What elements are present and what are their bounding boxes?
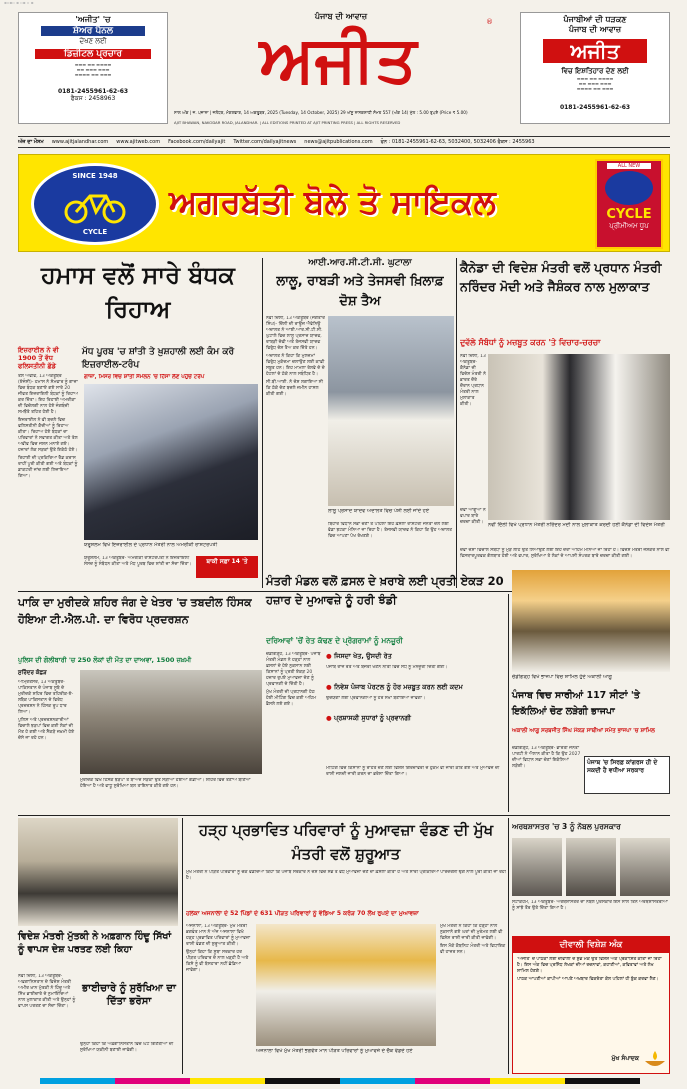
irctc-headline: ਲਾਲੂ, ਰਾਬੜੀ ਅਤੇ ਤੇਜਸਵੀ ਖ਼ਿਲਾਫ਼ ਦੋਸ਼ ਤੈਅ — [276, 274, 444, 309]
canada-body-col1: ਨਵੀਂ ਦਿੱਲੀ, 13 ਅਕਤੂਬਰ- ਕੈਨੇਡਾ ਦੀ ਵਿਦੇਸ਼ ਮੰਤਰੀ ਨੇ ਭਾਰਤ ਦੌਰੇ ਦੌਰਾਨ ਪ੍ਰਧਾਨ ਮੰਤਰੀ ਨਾਲ ਮੁਲਾਕਾਤ ਕੀਤੀ। — [460, 354, 486, 407]
canada-subhead: ਦੁਵੱਲੇ ਸੰਬੰਧਾਂ ਨੂੰ ਮਜ਼ਬੂਤ ਕਰਨ 'ਤੇ ਵਿਚਾਰ-ਚਰਚਾ — [460, 338, 601, 347]
hamas-headline: ਹਮਾਸ ਵਲੋਂ ਸਾਰੇ ਬੰਧਕ ਰਿਹਾਅ — [41, 261, 235, 323]
crops-body-col2: ਮੀਟਿੰਗ ਵਿਚ ਕਿਸਾਨਾਂ ਨੂੰ ਰਾਹਤ ਦੇਣ ਲਈ ਵਿਸ਼ੇਸ਼ ਗਿਰਦਾਵਰੀ ਦੇ ਹੁਕਮ ਵੀ ਜਾਰੀ ਕੀਤੇ ਗਏ ਅਤੇ ਮੁਆਵਜ਼ੇ ਦੀ ਰਾਸ਼ੀ ਜਲਦੀ ਜਾਰੀ ਕਰਨ ਦਾ ਭਰੋਸਾ ਦਿੱਤਾ ਗਿਆ। — [326, 766, 500, 777]
weather-label: ਅੱਜ ਦਾ ਮੌਸਮ — [18, 139, 44, 145]
minister-quote: ਭਾਈਚਾਰੇ ਨੂੰ ਸੁਰੱਖਿਆ ਦਾ ਦਿੱਤਾ ਭਰੋਸਾ — [82, 983, 176, 1007]
story-hamas — [18, 258, 258, 588]
masthead — [18, 12, 670, 136]
irctc-caption: ਲਾਲੂ ਪ੍ਰਸਾਦ ਯਾਦਵ ਅਦਾਲਤ ਵਿਚ ਪੇਸ਼ੀ ਲਈ ਜਾਂਦੇ ਹੋਏ — [328, 508, 430, 514]
product-box-emblem — [605, 171, 653, 205]
story-bjp — [512, 570, 670, 812]
crops-bullets — [326, 652, 506, 762]
hamas-red-line: ਗਾਜ਼ਾ, ਮਿਸਰ ਵਿਚ ਸ਼ਾਂਤੀ ਸੰਮੇਲਨ 'ਚ ਹਿੱਸਾ ਲੈਣ ਪਹੁੰਚੇ ਟਰੰਪ — [84, 374, 205, 380]
left-box-fineprint: ▬▬▬ ▬▬ ▬▬▬▬ ▬▬ ▬▬▬ ▬▬▬ ▬▬▬▬ ▬▬ ▬▬▬ — [74, 62, 112, 77]
story-canada — [460, 258, 670, 588]
nobel-photo-1 — [512, 838, 562, 896]
compensation-photo — [256, 924, 436, 1046]
story-compensation — [186, 818, 506, 1074]
hamas-photo-caption: ਯਰੂਸ਼ਲਮ ਵਿਖੇ ਇਜ਼ਰਾਈਲ ਦੇ ਪ੍ਰਧਾਨ ਮੰਤਰੀ ਨਾਲ ਅਮਰੀਕੀ ਰਾਸ਼ਟਰਪਤੀ — [84, 542, 218, 548]
bicycle-icon — [62, 188, 128, 224]
right-box-line3: ਵਿਚ ਇਸ਼ਤਿਹਾਰ ਦੇਣ ਲਈ — [561, 67, 629, 75]
trump-netanyahu-photo — [84, 384, 258, 540]
masthead-right-box — [520, 12, 670, 124]
bjp-headline: ਪੰਜਾਬ ਵਿਚ ਸਾਰੀਆਂ 117 ਸੀਟਾਂ 'ਤੇ ਇਕੱਲਿਆਂ ਚੋਣ ਲੜੇਗੀ ਭਾਜਪਾ — [512, 690, 640, 717]
color-calibration-bar — [40, 1078, 640, 1084]
contact-phone: ਫੋਨ : 0181-2455961-62-63, 5032400, 5032406 ਫੈਕਸ : 2455963 — [380, 139, 535, 145]
nobel-body: ਸਟਾਕਹੋਮ, 13 ਅਕਤੂਬਰ- ਅਰਥਸ਼ਾਸਤਰ ਦਾ ਨੋਬਲ ਪੁਰਸਕਾਰ ਇਸ ਸਾਲ ਤਿੰਨ ਅਰਥਸ਼ਾਸਤਰੀਆਂ ਨੂੰ ਸਾਂਝੇ ਤੌਰ ਉਤੇ ਦਿੱਤਾ ਗਿਆ ਹੈ। — [512, 900, 668, 911]
facebook-link[interactable]: Facebook.com/dailyajit — [168, 139, 226, 145]
hamas-continued-tag: ਬਾਕੀ ਸਫ਼ਾ 14 'ਤੇ — [196, 556, 258, 578]
diwali-headline: ਦੀਵਾਲੀ ਵਿਸ਼ੇਸ਼ ਅੰਕ — [513, 937, 669, 953]
registered-mark: ® — [486, 18, 493, 26]
masthead-logo: ਅਜੀਤ — [259, 22, 417, 97]
left-box-line2: ਸ਼ੇਅਰ ਪੈਨਲ — [41, 26, 145, 36]
website-link[interactable]: www.ajitjalandhar.com — [51, 139, 109, 145]
crops-body-col1: ਚੰਡੀਗੜ੍ਹ, 13 ਅਕਤੂਬਰ- ਪੰਜਾਬ ਮੰਤਰੀ ਮੰਡਲ ਨੇ ਹੜ੍ਹਾਂ ਨਾਲ ਫ਼ਸਲਾਂ ਦੇ ਹੋਏ ਨੁਕਸਾਨ ਲਈ ਕਿਸਾਨਾਂ ਨੂੰ ਪ੍ਰਤੀ ਏਕੜ 20 ਹਜ਼ਾਰ ਰੁਪਏ ਮੁਆਵਜ਼ਾ ਦੇਣ ਨੂੰ ਪ੍ਰਵਾਨਗੀ ਦੇ ਦਿੱਤੀ ਹੈ। ਮੁੱਖ ਮੰਤਰੀ ਦੀ ਪ੍ਰਧਾਨਗੀ ਹੇਠ ਹੋਈ ਮੀਟਿੰਗ ਵਿਚ ਕਈ ਅਹਿਮ ਫ਼ੈਸਲੇ ਲਏ ਗਏ। — [266, 652, 321, 707]
modi-meeting-photo — [488, 354, 670, 520]
badge-top: SINCE 1948 — [72, 172, 118, 180]
compensation-body-col2: ਮੁੱਖ ਮੰਤਰੀ ਨੇ ਕਿਹਾ ਕਿ ਹੜ੍ਹਾਂ ਨਾਲ ਨੁਕਸਾਨੇ ਗਏ ਘਰਾਂ ਦੀ ਮੁਰੰਮਤ ਲਈ ਵੀ ਵਿਸ਼ੇਸ਼ ਰਾਸ਼ੀ ਜਾਰੀ ਕੀਤੀ ਜਾਵੇਗੀ। ਇਸ ਮੌਕੇ ਕੈਬਨਿਟ ਮੰਤਰੀ ਅਤੇ ਵਿਧਾਇਕ ਵੀ ਹਾਜ਼ਰ ਸਨ। — [440, 924, 506, 955]
muridke-clash-photo — [80, 670, 262, 774]
pakistan-subhead: ਪੁਲਿਸ ਦੀ ਗੋਲੀਬਾਰੀ 'ਚ 250 ਲੋਕਾਂ ਦੀ ਮੌਤ ਦਾ ਦਾਅਵਾ, 1500 ਜ਼ਖ਼ਮੀ — [18, 656, 192, 664]
compensation-intro: ਮੁੱਖ ਮੰਤਰੀ ਨੇ ਪੀੜਤ ਪਰਿਵਾਰਾਂ ਨੂੰ ਚੈੱਕ ਵੰਡਦਿਆਂ ਕਿਹਾ ਕਿ ਪੰਜਾਬ ਸਰਕਾਰ ਨੇ ਦੇਸ਼ ਵਿਚ ਸਭ ਤੋਂ ਵੱਧ ਮੁਆਵਜ਼ਾ ਦੇਣ ਦਾ ਫ਼ੈਸਲਾ ਕੀਤਾ ਹੈ ਅਤੇ ਸਾਰੀ ਪ੍ਰਕਿਰਿਆ ਪਾਰਦਰਸ਼ੀ ਢੰਗ ਨਾਲ ਪੂਰੀ ਕੀਤੀ ਜਾ ਰਹੀ ਹੈ। — [186, 870, 506, 881]
left-box-line1: 'ਅਜੀਤ' 'ਚ — [75, 15, 111, 24]
email-link[interactable]: news@ajitpublications.com — [304, 139, 373, 145]
canada-caption: ਨਵੀਂ ਦਿੱਲੀ ਵਿਖੇ ਪ੍ਰਧਾਨ ਮੰਤਰੀ ਨਰਿੰਦਰ ਮੋਦੀ ਨਾਲ ਮੁਲਾਕਾਤ ਕਰਦੀ ਹੋਈ ਕੈਨੇਡਾ ਦੀ ਵਿਦੇਸ਼ ਮੰਤਰੀ — [488, 522, 665, 528]
diwali-body: 'ਅਜੀਤ' ਦੇ ਪਾਠਕਾਂ ਲਈ ਦੀਵਾਲੀ ਦੇ ਸ਼ੁਭ ਮੌਕੇ ਉਤੇ ਵਿਸ਼ੇਸ਼ ਅੰਕ ਪ੍ਰਕਾਸ਼ਿਤ ਕੀਤਾ ਜਾ ਰਿਹਾ ਹੈ। ਇਸ ਅੰਕ ਵਿਚ ਪ੍ਰਸਿੱਧ ਲੇਖਕਾਂ ਦੀਆਂ ਰਚਨਾਵਾਂ, ਕਹਾਣੀਆਂ, ਕਵਿਤਾਵਾਂ ਅਤੇ ਲੇਖ ਸ਼ਾਮਿਲ ਹੋਣਗੇ। ਪਾਠਕ ਆਪਣੀਆਂ ਕਾਪੀਆਂ ਆਪਣੇ ਅਖ਼ਬਾਰ ਵਿਕਰੇਤਾ ਕੋਲ ਪਹਿਲਾਂ ਹੀ ਬੁੱਕ ਕਰਵਾ ਲੈਣ। — [517, 957, 662, 982]
nobel-headline: ਅਰਥਸ਼ਾਸਤਰ 'ਚ 3 ਨੂੰ ਨੋਬਲ ਪੁਰਸਕਾਰ — [512, 822, 621, 831]
pakistan-byline: ਸੁਰਿੰਦਰ ਕੋਛੜ — [18, 670, 47, 676]
left-box-line3: ਦੇਖਣ ਲਈ — [79, 37, 107, 45]
hamas-kicker: ਮੱਧ ਪੂਰਬ 'ਚ ਸ਼ਾਂਤੀ ਤੇ ਖ਼ੁਸ਼ਹਾਲੀ ਲਈ ਕੰਮ ਕਰੋ ਇਜ਼ਰਾਈਲ-ਟਰੰਪ — [82, 347, 235, 370]
hamas-subhead: ਇਜ਼ਰਾਈਲ ਨੇ ਵੀ 1900 ਤੋਂ ਵੱਧ ਫਲਿਸਤੀਨੀ ਛੱਡੇ — [18, 346, 59, 370]
right-box-line2: ਪੰਜਾਬ ਦੀ ਆਵਾਜ਼ — [568, 25, 622, 34]
right-box-logo: ਅਜੀਤ — [543, 39, 647, 63]
minister-body-col1: ਨਵੀਂ ਦਿੱਲੀ, 13 ਅਕਤੂਬਰ- ਅਫ਼ਗਾਨਿਸਤਾਨ ਦੇ ਵਿਦੇਸ਼ ਮੰਤਰੀ ਅਮੀਰ ਖ਼ਾਨ ਮੁੱਤਕੀ ਨੇ ਹਿੰਦੂ ਅਤੇ ਸਿੱਖ ਭਾਈਚਾਰੇ ਦੇ ਨੁਮਾਇੰਦਿਆਂ ਨਾਲ ਮੁਲਾਕਾਤ ਕੀਤੀ ਅਤੇ ਉਨ੍ਹਾਂ ਨੂੰ ਵਾਪਸ ਪਰਤਣ ਦਾ ਸੱਦਾ ਦਿੱਤਾ। — [18, 974, 76, 1009]
column-rule — [262, 258, 263, 588]
crops-bullet: ● ਨਿਵੇਸ਼ ਪੰਜਾਬ ਪੋਰਟਲ ਨੂੰ ਹੋਰ ਮਜ਼ਬੂਤ ਕਰਨ ਲਈ ਕਦਮ — [326, 683, 463, 691]
diwali-special-box — [512, 936, 670, 1074]
cycle-ad-banner[interactable] — [18, 154, 670, 252]
left-box-badge: ਡਿਜ਼ੀਟਲ ਪ੍ਰਚਾਰ — [35, 49, 151, 59]
bjp-caption: ਚੰਡੀਗੜ੍ਹ ਵਿਖੇ ਭਾਜਪਾ ਵਿਚ ਸ਼ਾਮਿਲ ਹੁੰਦੇ ਅਕਾਲੀ ਆਗੂ — [512, 674, 612, 680]
column-rule — [182, 818, 183, 1074]
story-nobel — [512, 818, 670, 932]
masthead-left-box — [18, 12, 168, 124]
left-box-fax: ਫੈਕਸ : 2458963 — [70, 95, 116, 102]
ad-slogan: ਅਗਰਬੱਤੀ ਬੋਲੇ ਤੋ ਸਾਇਕਲ — [169, 182, 496, 221]
compensation-headline: ਹੜ੍ਹ ਪ੍ਰਭਾਵਿਤ ਪਰਿਵਾਰਾਂ ਨੂੰ ਮੁਆਵਜ਼ਾ ਵੰਡਣ ਦੀ ਮੁੱਖ ਮੰਤਰੀ ਵਲੋਂ ਸ਼ੁਰੂਆਤ — [198, 821, 494, 863]
address-line: AJIT BHAWAN, NAKODAR ROAD, JALANDHAR. | ALL EDITIONS PRINTED AT AJIT PRINTING PRESS | ALL RIGHTS RESERVED — [174, 120, 401, 125]
canada-body-col2: ਦੋਵਾਂ ਆਗੂਆਂ ਨੇ ਵਪਾਰ ਬਾਰੇ ਚਰਚਾ ਕੀਤੀ। — [460, 508, 486, 525]
pakistan-headline: ਪਾਕਿ ਦਾ ਮੁਰੀਦਕੇ ਸ਼ਹਿਰ ਜੰਗ ਦੇ ਖੇਤਰ 'ਚ ਤਬਦੀਲ ਹਿੰਸਕ ਹੋਇਆ ਟੀ.ਐਲ.ਪੀ. ਦਾ ਵਿਰੋਧ ਪ੍ਰਦਰਸ਼ਨ — [18, 596, 252, 626]
row-rule — [18, 815, 670, 816]
product-sub: ਪ੍ਰੀਮੀਅਮ ਧੂਪ — [609, 222, 649, 230]
crops-bullet: ● ਪ੍ਰਸ਼ਾਸਕੀ ਸੁਧਾਰਾਂ ਨੂੰ ਪ੍ਰਵਾਨਗੀ — [326, 714, 411, 722]
muttaqi-photo — [18, 818, 178, 926]
crops-subhead: ਦਰਿਆਵਾਂ 'ਚੋਂ ਰੇਤ ਕੱਢਣ ਦੇ ਪ੍ਰੋਗਰਾਮਾਂ ਨੂੰ ਮਨਜ਼ੂਰੀ — [266, 636, 403, 645]
pakistan-body-col2: ਮੁਰੀਦਕੇ ਵਿਖੇ ਹਿੰਸਕ ਝੜਪਾਂ ਤੋਂ ਬਾਅਦ ਸੜਕਾਂ ਉਤੇ ਸੜੀਆਂ ਹੋਈਆਂ ਗੱਡੀਆਂ। ਸ਼ਹਿਰ ਵਿਚ ਤਣਾਅ ਬਣਿਆ ਹੋਇਆ ਹੈ ਅਤੇ ਵਾਧੂ ਸੁਰੱਖਿਆ ਬਲ ਤਾਇਨਾਤ ਕੀਤੇ ਗਏ ਹਨ। — [80, 778, 251, 789]
story-minister — [18, 818, 178, 1074]
irctc-kicker: ਆਈ.ਆਰ.ਸੀ.ਟੀ.ਸੀ. ਘੁਟਾਲਾ — [308, 258, 412, 268]
column-rule — [508, 594, 509, 812]
nobel-photo-2 — [566, 838, 616, 896]
cycle-logo-badge — [31, 163, 159, 245]
story-pakistan — [18, 594, 262, 812]
irctc-body-col2: ਬਿਹਾਰ ਵਿਧਾਨ ਸਭਾ ਚੋਣਾਂ ਤੋਂ ਪਹਿਲਾਂ ਇਹ ਫ਼ੈਸਲਾ ਰਾਸ਼ਟਰੀ ਜਨਤਾ ਦਲ ਲਈ ਵੱਡਾ ਝਟਕਾ ਮੰਨਿਆ ਜਾ ਰਿਹਾ ਹੈ। ਤੇਜਸਵੀ ਯਾਦਵ ਨੇ ਕਿਹਾ ਕਿ ਉਹ ਅਦਾਲਤ ਵਿਚ ਆਪਣਾ ਪੱਖ ਰੱਖਣਗੇ। — [328, 522, 453, 539]
bjp-body-col1: ਚੰਡੀਗੜ੍ਹ, 13 ਅਕਤੂਬਰ- ਭਾਰਤੀ ਜਨਤਾ ਪਾਰਟੀ ਨੇ ਐਲਾਨ ਕੀਤਾ ਹੈ ਕਿ ਉਹ 2027 ਦੀਆਂ ਵਿਧਾਨ ਸਭਾ ਚੋਣਾਂ ਇਕੱਲਿਆਂ ਲੜੇਗੀ। — [512, 746, 581, 769]
compensation-subhead: ਹਲਕਾ ਅਜਨਾਲਾ ਦੇ 52 ਪਿੰਡਾਂ ਦੇ 631 ਪੀੜਤ ਪਰਿਵਾਰਾਂ ਨੂੰ ਵੰਡਿਆ 5 ਕਰੋੜ 70 ਲੱਖ ਰੁਪਏ ਦਾ ਮੁਆਵਜ਼ਾ — [186, 910, 419, 917]
twitter-link[interactable]: Twitter.com/dailyajitnews — [233, 139, 297, 145]
right-box-fineprint: ▬▬▬ ▬▬ ▬▬▬▬ ▬▬ ▬▬▬ ▬▬▬ ▬▬▬▬ ▬▬ ▬▬▬ — [576, 76, 614, 91]
canada-headline: ਕੈਨੇਡਾ ਦੀ ਵਿਦੇਸ਼ ਮੰਤਰੀ ਵਲੋਂ ਪ੍ਰਧਾਨ ਮੰਤਰੀ ਨਰਿੰਦਰ ਮੋਦੀ ਅਤੇ ਜੈਸ਼ੰਕਰ ਨਾਲ ਮੁਲਾਕਾਤ — [460, 260, 662, 294]
masthead-tagline: ਪੰਜਾਬ ਦੀ ਆਵਾਜ਼ — [314, 12, 368, 21]
story-irctc — [266, 258, 454, 588]
canada-body-col3: ਦੋਵਾਂ ਦੇਸ਼ਾਂ ਵਿਚਾਲੇ ਸੰਬੰਧਾਂ ਨੂੰ ਮੁੜ ਲੀਹ ਉਤੇ ਲਿਆਉਣ ਲਈ ਇਹ ਦੌਰਾ ਅਹਿਮ ਮੰਨਿਆ ਜਾ ਰਿਹਾ ਹੈ। ਵਿਦੇਸ਼ ਮੰਤਰੀ ਜੈਸ਼ੰਕਰ ਨਾਲ ਵੀ ਵਿਸਥਾਰਪੂਰਵਕ ਗੱਲਬਾਤ ਹੋਈ ਅਤੇ ਵਪਾਰ, ਸੁਰੱਖਿਆ ਤੇ ਲੋਕਾਂ ਦੇ ਆਪਸੀ ਸੰਪਰਕ ਬਾਰੇ ਚਰਚਾ ਕੀਤੀ ਗਈ। — [460, 548, 670, 559]
hamas-body-col1: ਤੇਲ ਅਵੀਵ, 13 ਅਕਤੂਬਰ (ਏਜੰਸੀ)- ਹਮਾਸ ਨੇ ਸੋਮਵਾਰ ਨੂੰ ਗਾਜ਼ਾ ਵਿਚ ਬੰਧਕ ਬਣਾਏ ਗਏ ਸਾਰੇ 20 ਜੀਵਤ ਇਜ਼ਰਾਇਲੀ ਬੰਧਕਾਂ ਨੂੰ ਰਿਹਾਅ ਕਰ ਦਿੱਤਾ। ਇਹ ਰਿਹਾਈ ਅਮਰੀਕਾ ਦੀ ਵਿਚੋਲਗੀ ਨਾਲ ਹੋਏ ਜੰਗਬੰਦੀ ਸਮਝੌਤੇ ਤਹਿਤ ਹੋਈ ਹੈ। ਇਜ਼ਰਾਈਲ ਨੇ ਵੀ ਬਦਲੇ ਵਿਚ ਫਲਿਸਤੀਨੀ ਕੈਦੀਆਂ ਨੂੰ ਰਿਹਾਅ ਕੀਤਾ। ਰਿਹਾਅ ਹੋਏ ਬੰਧਕਾਂ ਦਾ ਪਰਿਵਾਰਾਂ ਨੇ ਸਵਾਗਤ ਕੀਤਾ ਅਤੇ ਤੇਲ ਅਵੀਵ ਵਿਚ ਜਸ਼ਨ ਮਨਾਏ ਗਏ। ਹਜ਼ਾਰਾਂ ਲੋਕ ਸੜਕਾਂ ਉਤੇ ਇਕੱਠੇ ਹੋਏ। ਰਿਹਾਈ ਦੀ ਪ੍ਰਕਿਰਿਆ ਰੈੱਡ ਕਰਾਸ ਰਾਹੀਂ ਪੂਰੀ ਕੀਤੀ ਗਈ ਅਤੇ ਬੰਧਕਾਂ ਨੂੰ ਡਾਕਟਰੀ ਜਾਂਚ ਲਈ ਲਿਜਾਇਆ ਗਿਆ। — [18, 374, 78, 479]
diya-icon — [643, 1049, 667, 1069]
minister-headline: ਵਿਦੇਸ਼ ਮੰਤਰੀ ਮੁੱਤਕੀ ਨੇ ਅਫ਼ਗਾਨ ਹਿੰਦੂ ਸਿੱਖਾਂ ਨੂੰ ਵਾਪਸ ਦੇਸ਼ ਪਰਤਣ ਲਈ ਕਿਹਾ — [18, 931, 172, 955]
irctc-body-col1: ਨਵੀਂ ਦਿੱਲੀ, 13 ਅਕਤੂਬਰ (ਜਗਤਾਰ ਸਿੰਘ)- ਦਿੱਲੀ ਦੀ ਰਾਊਜ਼ ਐਵੇਨਿਊ ਅਦਾਲਤ ਨੇ ਆਈ.ਆਰ.ਸੀ.ਟੀ.ਸੀ. ਘੁਟਾਲੇ ਵਿਚ ਲਾਲੂ ਪ੍ਰਸਾਦ ਯਾਦਵ, ਰਾਬੜੀ ਦੇਵੀ ਅਤੇ ਤੇਜਸਵੀ ਯਾਦਵ ਵਿਰੁੱਧ ਦੋਸ਼ ਤੈਅ ਕਰ ਦਿੱਤੇ ਹਨ। ਅਦਾਲਤ ਨੇ ਕਿਹਾ ਕਿ ਮੁਲਜ਼ਮਾਂ ਵਿਰੁੱਧ ਮੁਕੱਦਮਾ ਚਲਾਉਣ ਲਈ ਕਾਫ਼ੀ ਸਬੂਤ ਹਨ। ਇਹ ਮਾਮਲਾ ਰੇਲਵੇ ਦੇ ਦੋ ਹੋਟਲਾਂ ਦੇ ਠੇਕੇ ਨਾਲ ਸਬੰਧਿਤ ਹੈ। ਸੀ.ਬੀ.ਆਈ. ਨੇ ਦੋਸ਼ ਲਗਾਇਆ ਸੀ ਕਿ ਠੇਕੇ ਦੇਣ ਬਦਲੇ ਜ਼ਮੀਨ ਹਾਸਲ ਕੀਤੀ ਗਈ। — [266, 316, 325, 397]
diwali-signoff: ਮੁੱਖ ਸੰਪਾਦਕ — [611, 1055, 639, 1062]
crops-bullet: ● ਜਿਸਦਾ ਖੇਤ, ਉਸਦੀ ਰੇਤ — [326, 652, 392, 660]
compensation-body-col1: ਅਜਨਾਲਾ, 13 ਅਕਤੂਬਰ- ਮੁੱਖ ਮੰਤਰੀ ਭਗਵੰਤ ਮਾਨ ਨੇ ਅੱਜ ਅਜਨਾਲਾ ਵਿਖੇ ਹੜ੍ਹ ਪ੍ਰਭਾਵਿਤ ਪਰਿਵਾਰਾਂ ਨੂੰ ਮੁਆਵਜ਼ਾ ਰਾਸ਼ੀ ਵੰਡਣ ਦੀ ਸ਼ੁਰੂਆਤ ਕੀਤੀ। ਉਨ੍ਹਾਂ ਕਿਹਾ ਕਿ ਸੂਬਾ ਸਰਕਾਰ ਹਰ ਪੀੜਤ ਪਰਿਵਾਰ ਦੇ ਨਾਲ ਖੜ੍ਹੀ ਹੈ ਅਤੇ ਕਿਸੇ ਨੂੰ ਵੀ ਬੇਸਹਾਰਾ ਨਹੀਂ ਛੱਡਿਆ ਜਾਵੇਗਾ। — [186, 924, 251, 973]
column-rule — [508, 818, 509, 1074]
crops-headline: ਮੰਤਰੀ ਮੰਡਲ ਵਲੋਂ ਫ਼ਸਲ ਦੇ ਖ਼ਰਾਬੇ ਲਈ ਪ੍ਰਤੀ ਏਕੜ 20 ਹਜ਼ਾਰ ਦੇ ਮੁਆਵਜ਼ੇ ਨੂੰ ਹਰੀ ਝੰਡੀ — [266, 574, 504, 607]
right-box-phone: 0181-2455961-62-63 — [559, 104, 631, 111]
badge-bottom: CYCLE — [82, 228, 108, 236]
hamas-body-col2: ਯਰੂਸ਼ਲਮ, 13 ਅਕਤੂਬਰ- ਅਮਰੀਕੀ ਰਾਸ਼ਟਰਪਤੀ ਨੇ ਇਜ਼ਰਾਇਲੀ ਸੰਸਦ ਨੂੰ ਸੰਬੋਧਨ ਕੀਤਾ ਅਤੇ ਮੱਧ ਪੂਰਬ ਵਿਚ ਸ਼ਾਂਤੀ ਦਾ ਸੱਦਾ ਦਿੱਤਾ। — [84, 556, 192, 567]
print-marks: ▪▫▪▫ ▪ ▫▪ ▫ ▪ — [4, 0, 34, 5]
right-box-line1: ਪੰਜਾਬੀਆਂ ਦੀ ਧੜਕਣ — [563, 15, 627, 24]
bjp-sidebox: ਪੰਜਾਬ 'ਚ ਸਿਰਫ਼ ਕਾਂਗਰਸ ਹੀ ਦੇ ਸਕਦੀ ਹੈ ਵਧੀਆ ਸਰਕਾਰ — [584, 756, 670, 794]
column-rule — [456, 258, 457, 588]
bjp-leaders-photo — [512, 570, 670, 672]
crops-bullet-body: ਪੰਜਾਬ ਰਾਜ ਰੇਤ ਅਤੇ ਬੱਜਰੀ ਖਣਨ ਨੀਤੀ ਵਿਚ ਸੋਧ ਨੂੰ ਮਨਜ਼ੂਰੀ ਦਿੱਤੀ ਗਈ। — [326, 665, 448, 670]
compensation-caption: ਅਜਨਾਲਾ ਵਿਖੇ ਮੁੱਖ ਮੰਤਰੀ ਭਗਵੰਤ ਮਾਨ ਪੀੜਤ ਪਰਿਵਾਰਾਂ ਨੂੰ ਮੁਆਵਜ਼ੇ ਦੇ ਚੈੱਕ ਵੰਡਦੇ ਹੋਏ — [256, 1048, 413, 1054]
product-brand: CYCLE — [606, 207, 652, 222]
crops-bullet-body: ਉਦਯੋਗਾਂ ਲਈ ਪ੍ਰਵਾਨਗੀਆਂ ਨੂੰ ਹੋਰ ਸੌਖਾ ਬਣਾਇਆ ਜਾਵੇਗਾ। — [326, 696, 426, 701]
pakistan-body-col1: ਅੰਮ੍ਰਿਤਸਰ, 13 ਅਕਤੂਬਰ- ਪਾਕਿਸਤਾਨ ਦੇ ਪੰਜਾਬ ਸੂਬੇ ਦੇ ਮੁਰੀਦਕੇ ਸ਼ਹਿਰ ਵਿਚ ਤਹਿਰੀਕ-ਏ-ਲਬੈਕ ਪਾਕਿਸਤਾਨ ਦੇ ਵਿਰੋਧ ਪ੍ਰਦਰਸ਼ਨ ਨੇ ਹਿੰਸਕ ਰੂਪ ਧਾਰ ਲਿਆ। ਪੁਲਿਸ ਅਤੇ ਪ੍ਰਦਰਸ਼ਨਕਾਰੀਆਂ ਵਿਚਾਲੇ ਝੜਪਾਂ ਵਿਚ ਕਈ ਲੋਕਾਂ ਦੀ ਮੌਤ ਹੋ ਗਈ ਅਤੇ ਸੈਂਕੜੇ ਜ਼ਖ਼ਮੀ ਹੋਏ ਦੱਸੇ ਜਾ ਰਹੇ ਹਨ। — [18, 680, 75, 741]
info-strip — [18, 136, 670, 148]
bjp-subhead: ਅਕਾਲੀ ਆਗੂ ਸਰਬਜੀਤ ਸਿੰਘ ਮੱਕੜ ਸਾਥੀਆਂ ਸਮੇਤ ਭਾਜਪਾ 'ਚ ਸ਼ਾਮਿਲ — [512, 728, 655, 734]
dateline: ਸਾਲ ਅੰਕ | ਜ. ਪਜ਼ਾਨਾ | ਜਲੰਧਰ, ਮੰਗਲਵਾਰ, 14 ਅਕਤੂਬਰ, 2025 (Tuesday, 14 October, 2025) 29 ਅੱਸੂ ਨਾਨਕਸ਼ਾਹੀ ਸੰਮਤ 557 (ਅੰਕ 14) ਮੁੱਲ : 5.00 ਰੁਪਏ (Price ₹ 5.00) — [174, 110, 468, 115]
left-box-phone: 0181-2455961-62-63 — [57, 88, 129, 95]
epaper-link[interactable]: www.ajitweb.com — [116, 139, 161, 145]
product-box — [595, 159, 663, 249]
nobel-photo-3 — [620, 838, 670, 896]
lalu-court-photo — [328, 316, 454, 506]
product-tag: ALL NEW — [607, 163, 651, 169]
minister-body-col2: ਉਨ੍ਹਾਂ ਕਿਹਾ ਕਿ ਅਫ਼ਗਾਨਿਸਤਾਨ ਵਿਚ ਘੱਟ ਗਿਣਤੀਆਂ ਦੀ ਸੁਰੱਖਿਆ ਯਕੀਨੀ ਬਣਾਈ ਜਾਵੇਗੀ। — [80, 1042, 174, 1053]
